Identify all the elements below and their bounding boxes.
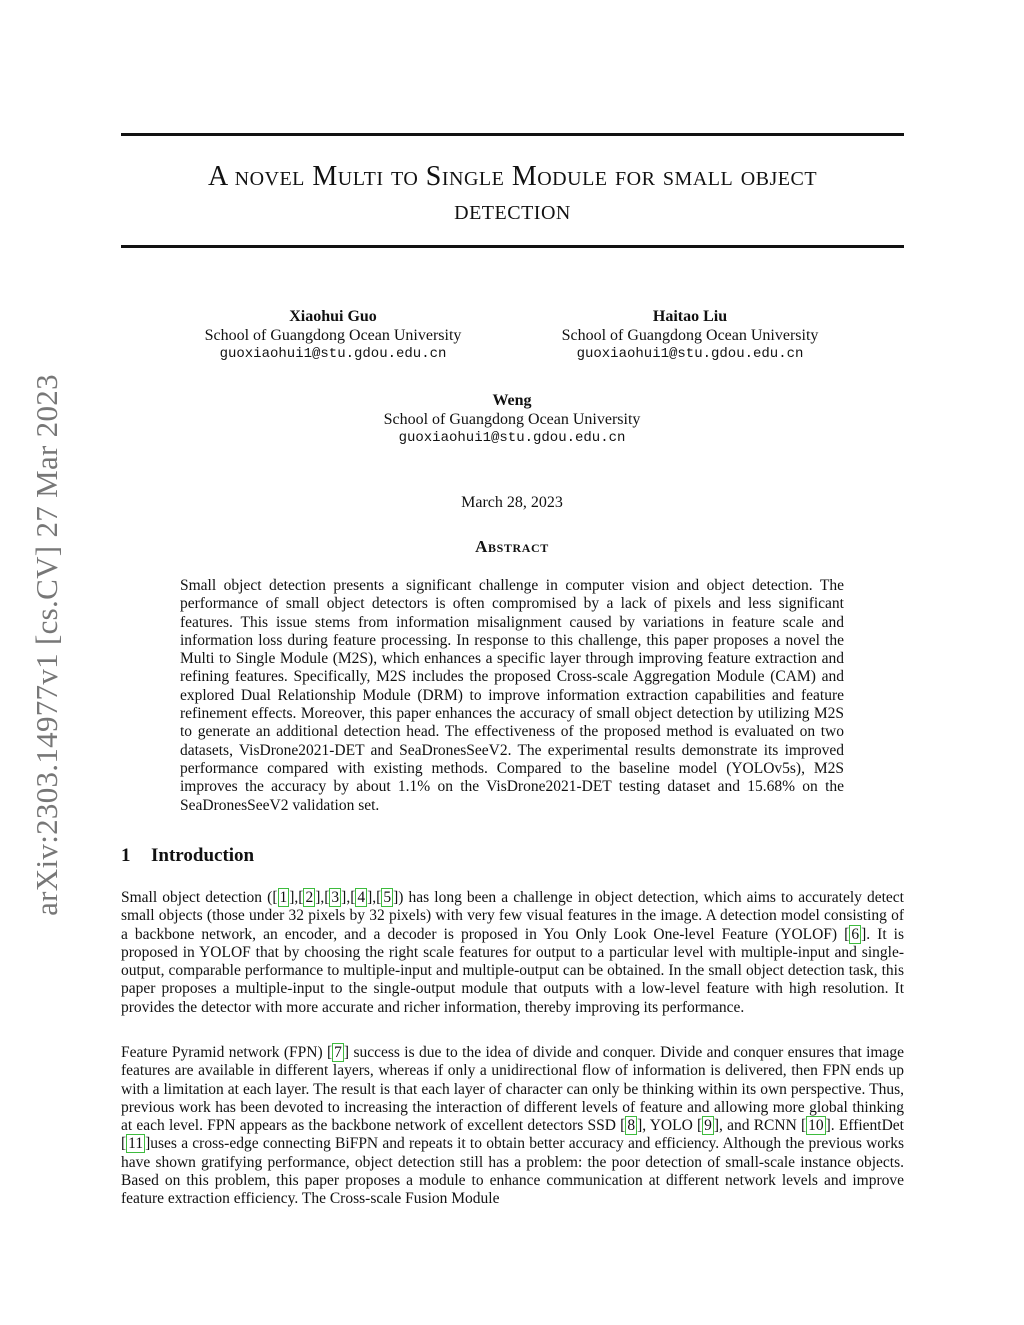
intro-paragraph-1	[121, 889, 904, 1017]
author-name: Haitao Liu	[652, 308, 728, 325]
citation-link[interactable]: 8	[627, 1117, 636, 1135]
text-run: ]. It is proposed in YOLOF that by choosing the right scale features for output to a particular level with multiple-input and single-output, comparable performance to multiple-input and multiple-output can be obtained. In the small object detection task, this paper proposes a multiple-input to the single-output module that outputs with a low-level feature with high resolution. It provides the detector with more accurate and richer information, thereby improving its performance.	[121, 925, 905, 1016]
citation-link[interactable]: 11	[128, 1135, 144, 1153]
citation-link[interactable]: 3	[331, 889, 340, 906]
text-run: ]uses a cross-edge connecting BiFPN and repeats it to obtain better accuracy and efficiency. Although the previous works have shown gratifying performance, object detection still has a problem: the poor detection of small-scale instance objects. Based on this problem, this paper proposes a module to enhance communication at different network levels and improve feature extraction efficiency. The Cross-scale Fusion Module	[121, 1135, 904, 1208]
title-line-2: detection	[454, 195, 571, 226]
author-affiliation: School of Guangdong Ocean University	[383, 411, 641, 428]
text-run: ]. EffientDet [	[121, 1117, 904, 1153]
abstract-heading: Abstract	[475, 537, 549, 556]
text-run: ],[	[367, 889, 382, 906]
author-email: guoxiaohui1@stu.gdou.edu.cn	[576, 346, 804, 362]
text-run: ]) has long been a challenge in object detection, which aims to accurately detect small objects (those under 32 pixels by 32 pixels) with very few visual features in the image. A detection model consisting of a backbone network, an encoder, and a decoder is proposed in You Only Look One-level Feature (YOLOF) [	[121, 889, 904, 943]
author-block	[362, 391, 662, 448]
text-run: ], and RCNN [	[713, 1117, 807, 1135]
author-affiliation: School of Guangdong Ocean University	[204, 327, 462, 344]
text-run: Small object detection ([	[121, 889, 278, 906]
citation-link[interactable]: 1	[279, 889, 288, 906]
citation-link[interactable]: 5	[383, 889, 392, 906]
text-run: ],[	[289, 889, 304, 906]
arxiv-stamp: arXiv:2303.14977v1 [cs.CV] 27 Mar 2023	[29, 374, 64, 916]
text-run: Feature Pyramid network (FPN) [	[121, 1044, 333, 1061]
author-block	[540, 307, 840, 364]
citation-link[interactable]: 7	[334, 1044, 342, 1061]
text-run: ], YOLO [	[637, 1117, 703, 1135]
paper-title	[121, 160, 904, 228]
citation-link[interactable]: 2	[305, 889, 314, 906]
text-run: ] success is due to the idea of divide and conquer. Divide and conquer ensures that image features are available in different layers, whereas if only a unidirectional flow of information is delivered, then FPN ends up with a limitation at each layer. The result is that each layer of character can only be thinking within its own perspective. Thus, previous work has been devoted to increasing the interaction of different levels of feature and allowing more global thinking at each level. FPN appears as the backbone network of excellent detectors SSD [	[121, 1044, 904, 1135]
section-number: 1	[121, 845, 131, 866]
section-heading	[121, 845, 254, 867]
intro-paragraph-2	[121, 1044, 904, 1209]
title-rule-top	[121, 133, 904, 136]
citation-link[interactable]: 9	[704, 1117, 712, 1135]
citation-link[interactable]: 4	[357, 889, 366, 906]
section-title: Introduction	[151, 845, 255, 866]
citation-link[interactable]: 10	[808, 1117, 824, 1135]
title-rule-bottom	[121, 245, 904, 248]
paper-date: March 28, 2023	[461, 494, 563, 511]
author-name: Weng	[492, 392, 532, 409]
author-affiliation: School of Guangdong Ocean University	[561, 327, 819, 344]
citation-link[interactable]: 6	[851, 925, 860, 943]
author-email: guoxiaohui1@stu.gdou.edu.cn	[398, 430, 626, 446]
text-run: ],[	[341, 889, 356, 906]
author-email: guoxiaohui1@stu.gdou.edu.cn	[219, 346, 447, 362]
text-run: ],[	[315, 889, 330, 906]
author-name: Xiaohui Guo	[289, 308, 377, 325]
author-block	[183, 307, 483, 364]
title-line-1: A novel Multi to Single Module for small object	[207, 161, 818, 192]
abstract-text: Small object detection presents a significant challenge in computer vision and object detection. The performance of small object detectors is often compromised by a lack of pixels and less significant features. This issue stems from information misalignment caused by variations in feature scale and information loss during feature processing. In response to this challenge, this paper proposes a novel the Multi to Single Module (M2S), which enhances a specific layer through improving feature extraction and refining features. Specifically, M2S includes the proposed Cross-scale Aggregation Module (CAM) and explored Dual Relationship Module (DRM) to improve information extraction capabilities and feature refinement effects. Moreover, this paper enhances the accuracy of small object detection by utilizing M2S to generate an additional detection head. The effectiveness of the proposed method is evaluated on two datasets, VisDrone2021-DET and SeaDronesSeeV2. The experimental results demonstrate its improved performance compared with existing methods. Compared to the baseline model (YOLOv5s), M2S improves the accuracy by about 1.1% on the VisDrone2021-DET testing dataset and 15.68% on the SeaDronesSeeV2 validation set.	[180, 577, 844, 814]
